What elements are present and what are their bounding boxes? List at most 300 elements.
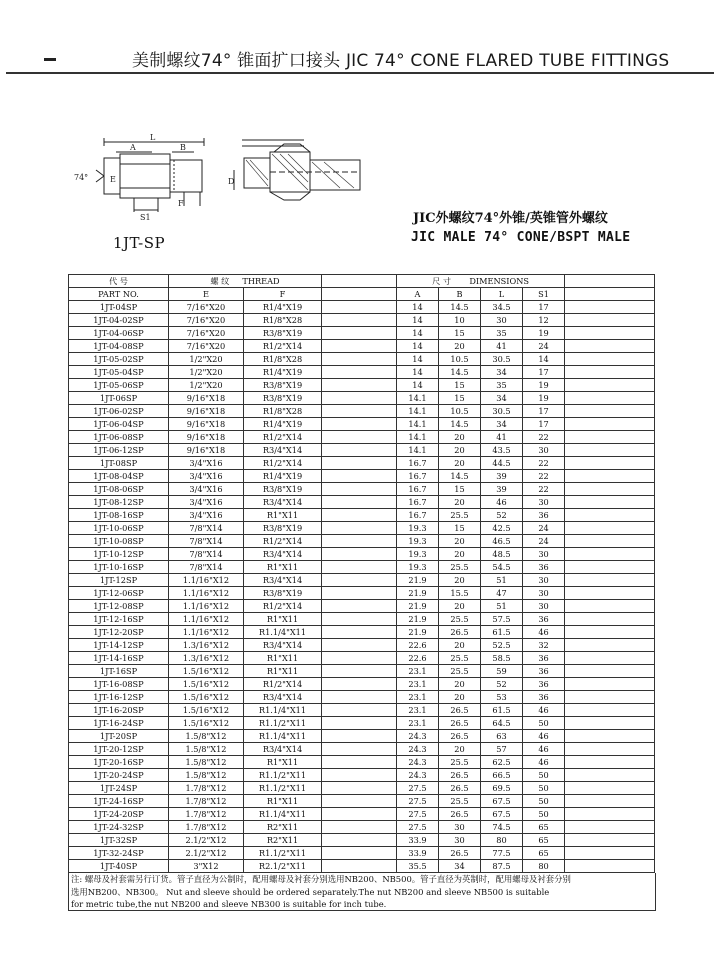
table-row xyxy=(69,574,655,587)
cell-thread-f: R1.1/4"X11 xyxy=(244,704,322,717)
header-thread-en: THREAD xyxy=(242,276,280,286)
cell-spacer xyxy=(565,756,655,769)
cell-part-no: 1JT-16SP xyxy=(69,665,169,678)
table-row xyxy=(69,496,655,509)
cell-dim-l: 67.5 xyxy=(481,795,523,808)
cell-dim-l: 41 xyxy=(481,340,523,353)
cell-dim-s1: 22 xyxy=(523,470,565,483)
cell-dim-s1: 46 xyxy=(523,626,565,639)
cell-spacer xyxy=(322,405,397,418)
cell-dim-b: 26.5 xyxy=(439,808,481,821)
cell-spacer xyxy=(565,743,655,756)
cell-dim-s1: 24 xyxy=(523,535,565,548)
cell-dim-l: 53 xyxy=(481,691,523,704)
cell-dim-s1: 12 xyxy=(523,314,565,327)
cell-thread-e: 1.5/16"X12 xyxy=(169,704,244,717)
dim-label-s1: S1 xyxy=(140,213,151,222)
cell-dim-b: 34 xyxy=(439,860,481,873)
cell-spacer xyxy=(322,301,397,314)
table-row xyxy=(69,613,655,626)
cell-thread-e: 3/4"X16 xyxy=(169,496,244,509)
cell-part-no: 1JT-24-20SP xyxy=(69,808,169,821)
cell-part-no: 1JT-08-16SP xyxy=(69,509,169,522)
cell-dim-l: 47 xyxy=(481,587,523,600)
cell-part-no: 1JT-05-02SP xyxy=(69,353,169,366)
cell-spacer xyxy=(322,535,397,548)
cell-spacer xyxy=(322,340,397,353)
cell-thread-f: R1/2"X14 xyxy=(244,340,322,353)
cell-part-no: 1JT-32-24SP xyxy=(69,847,169,860)
cell-dim-a: 14.1 xyxy=(397,405,439,418)
cell-thread-e: 3/4"X16 xyxy=(169,470,244,483)
cell-dim-b: 10 xyxy=(439,314,481,327)
cell-spacer xyxy=(565,301,655,314)
cell-dim-a: 14 xyxy=(397,366,439,379)
cell-part-no: 1JT-12-06SP xyxy=(69,587,169,600)
table-row xyxy=(69,522,655,535)
cell-dim-l: 43.5 xyxy=(481,444,523,457)
cell-spacer xyxy=(322,509,397,522)
cell-spacer xyxy=(322,730,397,743)
cell-dim-s1: 50 xyxy=(523,795,565,808)
cell-part-no: 1JT-06-02SP xyxy=(69,405,169,418)
cell-dim-a: 33.9 xyxy=(397,834,439,847)
cell-spacer xyxy=(565,444,655,457)
cell-dim-b: 26.5 xyxy=(439,704,481,717)
cell-dim-s1: 32 xyxy=(523,639,565,652)
cell-dim-a: 23.1 xyxy=(397,665,439,678)
cell-dim-b: 26.5 xyxy=(439,626,481,639)
cell-thread-f: R1"X11 xyxy=(244,561,322,574)
cell-spacer xyxy=(322,379,397,392)
cell-dim-l: 63 xyxy=(481,730,523,743)
cell-dim-l: 61.5 xyxy=(481,704,523,717)
table-row xyxy=(69,678,655,691)
cell-spacer xyxy=(322,626,397,639)
cell-dim-s1: 19 xyxy=(523,379,565,392)
cell-part-no: 1JT-04-02SP xyxy=(69,314,169,327)
cell-part-no: 1JT-12-20SP xyxy=(69,626,169,639)
cell-dim-b: 20 xyxy=(439,639,481,652)
fitting-drawing xyxy=(74,130,374,225)
cell-dim-b: 20 xyxy=(439,678,481,691)
cell-dim-s1: 17 xyxy=(523,366,565,379)
cell-spacer xyxy=(565,314,655,327)
cell-dim-b: 25.5 xyxy=(439,509,481,522)
cell-dim-a: 23.1 xyxy=(397,691,439,704)
cell-dim-a: 14.1 xyxy=(397,392,439,405)
cell-thread-e: 2.1/2"X12 xyxy=(169,834,244,847)
cell-thread-f: R1/2"X14 xyxy=(244,600,322,613)
cell-dim-b: 26.5 xyxy=(439,782,481,795)
cell-dim-a: 14 xyxy=(397,301,439,314)
cell-dim-l: 57.5 xyxy=(481,613,523,626)
footnote-line-3: for metric tube,the nut NB200 and sleeve NB300 is suitable for inch tube. xyxy=(71,899,387,909)
cell-thread-f: R1.1/2"X11 xyxy=(244,769,322,782)
cell-spacer xyxy=(322,431,397,444)
cell-spacer xyxy=(565,535,655,548)
table-row xyxy=(69,626,655,639)
cell-spacer xyxy=(565,366,655,379)
table-row xyxy=(69,730,655,743)
cell-part-no: 1JT-32SP xyxy=(69,834,169,847)
header-thread-cn: 螺 纹 xyxy=(210,276,230,286)
cell-dim-l: 42.5 xyxy=(481,522,523,535)
cell-dim-l: 52 xyxy=(481,509,523,522)
cell-dim-s1: 65 xyxy=(523,834,565,847)
cell-dim-s1: 17 xyxy=(523,418,565,431)
cell-spacer xyxy=(565,561,655,574)
cell-dim-l: 48.5 xyxy=(481,548,523,561)
cell-part-no: 1JT-08SP xyxy=(69,457,169,470)
cell-dim-l: 67.5 xyxy=(481,808,523,821)
cell-dim-a: 24.3 xyxy=(397,743,439,756)
cell-spacer xyxy=(322,678,397,691)
cell-dim-a: 16.7 xyxy=(397,496,439,509)
cell-dim-s1: 36 xyxy=(523,561,565,574)
table-row xyxy=(69,483,655,496)
cell-thread-e: 1.1/16"X12 xyxy=(169,574,244,587)
cell-part-no: 1JT-20-24SP xyxy=(69,769,169,782)
cell-thread-e: 1.5/8"X12 xyxy=(169,743,244,756)
header-empty-1 xyxy=(322,275,397,288)
cell-thread-f: R1.1/2"X11 xyxy=(244,847,322,860)
cell-spacer xyxy=(565,678,655,691)
cell-dim-b: 15 xyxy=(439,379,481,392)
cell-dim-a: 16.7 xyxy=(397,483,439,496)
cell-spacer xyxy=(565,509,655,522)
cell-dim-b: 25.5 xyxy=(439,665,481,678)
footnote xyxy=(68,873,656,911)
cell-thread-e: 1.7/8"X12 xyxy=(169,821,244,834)
table-row xyxy=(69,353,655,366)
cell-thread-e: 3/4"X16 xyxy=(169,457,244,470)
cell-part-no: 1JT-12-08SP xyxy=(69,600,169,613)
dim-label-e: E xyxy=(110,175,116,184)
cell-dim-s1: 24 xyxy=(523,340,565,353)
cell-thread-e: 1/2"X20 xyxy=(169,353,244,366)
table-row xyxy=(69,379,655,392)
cell-dim-s1: 30 xyxy=(523,496,565,509)
cell-part-no: 1JT-24-16SP xyxy=(69,795,169,808)
cell-thread-f: R3/8"X19 xyxy=(244,327,322,340)
cell-dim-b: 15 xyxy=(439,327,481,340)
cell-dim-b: 20 xyxy=(439,457,481,470)
cell-dim-b: 20 xyxy=(439,340,481,353)
cell-part-no: 1JT-08-04SP xyxy=(69,470,169,483)
cell-thread-f: R1.1/4"X11 xyxy=(244,626,322,639)
dimensions-table xyxy=(68,274,655,873)
cell-dim-b: 20 xyxy=(439,743,481,756)
cell-spacer xyxy=(322,522,397,535)
cell-thread-e: 1.7/8"X12 xyxy=(169,795,244,808)
cell-part-no: 1JT-24SP xyxy=(69,782,169,795)
cell-thread-f: R3/4"X14 xyxy=(244,639,322,652)
header-b: B xyxy=(439,288,481,301)
cell-dim-b: 15 xyxy=(439,392,481,405)
cell-thread-f: R1.1/4"X11 xyxy=(244,808,322,821)
cell-dim-s1: 17 xyxy=(523,405,565,418)
cell-dim-l: 66.5 xyxy=(481,769,523,782)
table-row xyxy=(69,418,655,431)
cell-thread-e: 1.5/8"X12 xyxy=(169,769,244,782)
cell-spacer xyxy=(565,522,655,535)
cell-dim-a: 33.9 xyxy=(397,847,439,860)
cell-spacer xyxy=(322,665,397,678)
cell-spacer xyxy=(565,847,655,860)
header-thread xyxy=(169,275,322,288)
cell-spacer xyxy=(565,457,655,470)
header-dimensions xyxy=(397,275,565,288)
cell-dim-a: 24.3 xyxy=(397,769,439,782)
cell-spacer xyxy=(322,795,397,808)
header-dim-en: DIMENSIONS xyxy=(469,276,529,286)
table-row xyxy=(69,600,655,613)
cell-spacer xyxy=(322,483,397,496)
cell-part-no: 1JT-24-32SP xyxy=(69,821,169,834)
cell-spacer xyxy=(322,314,397,327)
cell-spacer xyxy=(565,860,655,873)
cell-dim-s1: 46 xyxy=(523,730,565,743)
cell-dim-l: 54.5 xyxy=(481,561,523,574)
cell-spacer xyxy=(565,769,655,782)
cell-thread-f: R1/4"X19 xyxy=(244,366,322,379)
cell-thread-f: R3/8"X19 xyxy=(244,379,322,392)
dim-label-l: L xyxy=(150,133,156,142)
cell-thread-e: 1.5/8"X12 xyxy=(169,730,244,743)
cell-dim-s1: 36 xyxy=(523,678,565,691)
cell-thread-f: R3/4"X14 xyxy=(244,444,322,457)
cell-thread-f: R1/8"X28 xyxy=(244,405,322,418)
cell-spacer xyxy=(322,470,397,483)
table-row xyxy=(69,392,655,405)
cell-spacer xyxy=(565,379,655,392)
cell-part-no: 1JT-06-04SP xyxy=(69,418,169,431)
cell-spacer xyxy=(565,626,655,639)
table-row xyxy=(69,340,655,353)
fitting-title-en: JIC MALE 74° CONE/BSPT MALE xyxy=(411,230,631,245)
cell-spacer xyxy=(322,847,397,860)
table-row xyxy=(69,561,655,574)
cell-dim-l: 41 xyxy=(481,431,523,444)
cell-part-no: 1JT-05-06SP xyxy=(69,379,169,392)
header-empty-2 xyxy=(565,275,655,288)
cell-thread-e: 9/16"X18 xyxy=(169,444,244,457)
page-title: 美制螺纹74° 锥面扩口接头 JIC 74° CONE FLARED TUBE FITTINGS xyxy=(132,51,670,71)
table-row xyxy=(69,509,655,522)
cell-spacer xyxy=(565,548,655,561)
table-row xyxy=(69,405,655,418)
cell-dim-a: 23.1 xyxy=(397,704,439,717)
cell-dim-l: 51 xyxy=(481,600,523,613)
cell-thread-f: R1"X11 xyxy=(244,665,322,678)
header-l: L xyxy=(481,288,523,301)
cell-spacer xyxy=(565,808,655,821)
cell-dim-l: 80 xyxy=(481,834,523,847)
cell-dim-a: 27.5 xyxy=(397,782,439,795)
cell-thread-f: R1.1/4"X11 xyxy=(244,730,322,743)
cell-thread-e: 1.5/8"X12 xyxy=(169,756,244,769)
cell-dim-l: 52 xyxy=(481,678,523,691)
cell-dim-a: 14.1 xyxy=(397,444,439,457)
cell-thread-f: R3/8"X19 xyxy=(244,483,322,496)
cell-thread-e: 1.1/16"X12 xyxy=(169,600,244,613)
cell-spacer xyxy=(565,392,655,405)
cell-dim-b: 14.5 xyxy=(439,470,481,483)
cell-dim-b: 20 xyxy=(439,535,481,548)
cell-part-no: 1JT-16-08SP xyxy=(69,678,169,691)
cell-dim-l: 44.5 xyxy=(481,457,523,470)
cell-thread-f: R1"X11 xyxy=(244,795,322,808)
cell-dim-a: 14 xyxy=(397,340,439,353)
cell-dim-a: 21.9 xyxy=(397,600,439,613)
cell-dim-a: 16.7 xyxy=(397,457,439,470)
cell-dim-s1: 22 xyxy=(523,483,565,496)
header-part-no: PART NO. xyxy=(69,288,169,301)
cell-spacer xyxy=(565,353,655,366)
header-dim-cn: 尺 寸 xyxy=(432,276,452,286)
dim-label-f: F xyxy=(178,199,184,208)
cell-spacer xyxy=(565,613,655,626)
cell-thread-e: 9/16"X18 xyxy=(169,431,244,444)
cell-thread-f: R1"X11 xyxy=(244,756,322,769)
cell-spacer xyxy=(322,457,397,470)
cell-dim-a: 19.3 xyxy=(397,548,439,561)
cell-dim-a: 22.6 xyxy=(397,639,439,652)
cell-thread-f: R2"X11 xyxy=(244,834,322,847)
cell-dim-s1: 50 xyxy=(523,717,565,730)
cell-thread-e: 1.5/16"X12 xyxy=(169,691,244,704)
table-row xyxy=(69,327,655,340)
cell-part-no: 1JT-12SP xyxy=(69,574,169,587)
header-code-cn: 代 号 xyxy=(69,275,169,288)
cell-spacer xyxy=(565,639,655,652)
cell-thread-f: R1/8"X28 xyxy=(244,314,322,327)
cell-spacer xyxy=(322,561,397,574)
cell-dim-a: 14 xyxy=(397,379,439,392)
cell-part-no: 1JT-04-08SP xyxy=(69,340,169,353)
cell-spacer xyxy=(565,574,655,587)
cell-spacer xyxy=(322,600,397,613)
cell-spacer xyxy=(565,431,655,444)
cell-spacer xyxy=(322,808,397,821)
cell-thread-e: 1.3/16"X12 xyxy=(169,652,244,665)
cell-dim-l: 39 xyxy=(481,483,523,496)
cell-thread-f: R1/2"X14 xyxy=(244,457,322,470)
cell-dim-s1: 36 xyxy=(523,509,565,522)
dim-label-b: B xyxy=(180,143,186,152)
cell-thread-f: R1/4"X19 xyxy=(244,470,322,483)
header-mark xyxy=(44,58,56,61)
cell-spacer xyxy=(565,470,655,483)
cell-dim-a: 27.5 xyxy=(397,821,439,834)
cell-dim-l: 30.5 xyxy=(481,353,523,366)
cell-dim-l: 69.5 xyxy=(481,782,523,795)
cell-thread-e: 1.5/16"X12 xyxy=(169,665,244,678)
cell-spacer xyxy=(322,834,397,847)
cell-dim-l: 74.5 xyxy=(481,821,523,834)
cell-thread-f: R2"X11 xyxy=(244,821,322,834)
cell-part-no: 1JT-20SP xyxy=(69,730,169,743)
cell-dim-s1: 19 xyxy=(523,327,565,340)
cell-spacer xyxy=(322,756,397,769)
cell-spacer xyxy=(322,639,397,652)
cell-thread-e: 1.5/16"X12 xyxy=(169,717,244,730)
cell-dim-s1: 80 xyxy=(523,860,565,873)
model-code: 1JT-SP xyxy=(113,234,166,252)
table-row xyxy=(69,717,655,730)
cell-spacer xyxy=(565,834,655,847)
cell-dim-b: 10.5 xyxy=(439,353,481,366)
cell-part-no: 1JT-12-16SP xyxy=(69,613,169,626)
cell-dim-l: 62.5 xyxy=(481,756,523,769)
table-row xyxy=(69,769,655,782)
cell-thread-f: R2.1/2"X11 xyxy=(244,860,322,873)
header-divider xyxy=(6,72,714,74)
cell-part-no: 1JT-14-12SP xyxy=(69,639,169,652)
cell-dim-a: 21.9 xyxy=(397,587,439,600)
table-row xyxy=(69,548,655,561)
cell-dim-l: 46 xyxy=(481,496,523,509)
table-row xyxy=(69,691,655,704)
cell-dim-s1: 36 xyxy=(523,613,565,626)
cell-thread-e: 2.1/2"X12 xyxy=(169,847,244,860)
cell-thread-f: R1.1/2"X11 xyxy=(244,782,322,795)
cell-dim-b: 25.5 xyxy=(439,756,481,769)
cell-spacer xyxy=(322,821,397,834)
cell-dim-l: 35 xyxy=(481,379,523,392)
cell-dim-a: 21.9 xyxy=(397,613,439,626)
cell-dim-a: 21.9 xyxy=(397,626,439,639)
cell-dim-b: 20 xyxy=(439,691,481,704)
cell-spacer xyxy=(322,327,397,340)
cell-dim-l: 34 xyxy=(481,366,523,379)
cell-spacer xyxy=(322,366,397,379)
cell-part-no: 1JT-20-12SP xyxy=(69,743,169,756)
cell-dim-s1: 36 xyxy=(523,691,565,704)
cell-dim-s1: 14 xyxy=(523,353,565,366)
cell-dim-b: 20 xyxy=(439,600,481,613)
cell-dim-l: 34.5 xyxy=(481,301,523,314)
cell-dim-b: 15 xyxy=(439,522,481,535)
cell-dim-l: 30 xyxy=(481,314,523,327)
cell-spacer xyxy=(322,613,397,626)
footnote-line-2: 选用NB200、NB300。 Nut and sleeve should be ordered separately.The nut NB200 and sleeve NB500 is suitable xyxy=(71,886,550,897)
cell-part-no: 1JT-16-24SP xyxy=(69,717,169,730)
cell-thread-e: 1.7/8"X12 xyxy=(169,782,244,795)
cell-dim-b: 14.5 xyxy=(439,366,481,379)
cell-spacer xyxy=(322,392,397,405)
cell-dim-b: 14.5 xyxy=(439,418,481,431)
cell-spacer xyxy=(565,340,655,353)
cell-thread-f: R3/4"X14 xyxy=(244,548,322,561)
cell-dim-b: 30 xyxy=(439,834,481,847)
cell-spacer xyxy=(322,418,397,431)
cell-dim-b: 10.5 xyxy=(439,405,481,418)
cell-part-no: 1JT-05-04SP xyxy=(69,366,169,379)
cell-spacer xyxy=(565,327,655,340)
table-row xyxy=(69,652,655,665)
cell-thread-e: 7/8"X14 xyxy=(169,522,244,535)
cell-thread-f: R1"X11 xyxy=(244,652,322,665)
cell-spacer xyxy=(322,704,397,717)
table-row xyxy=(69,704,655,717)
cell-thread-e: 3"X12 xyxy=(169,860,244,873)
cell-dim-b: 26.5 xyxy=(439,717,481,730)
cell-dim-l: 58.5 xyxy=(481,652,523,665)
cell-dim-a: 23.1 xyxy=(397,678,439,691)
cell-dim-b: 20 xyxy=(439,574,481,587)
